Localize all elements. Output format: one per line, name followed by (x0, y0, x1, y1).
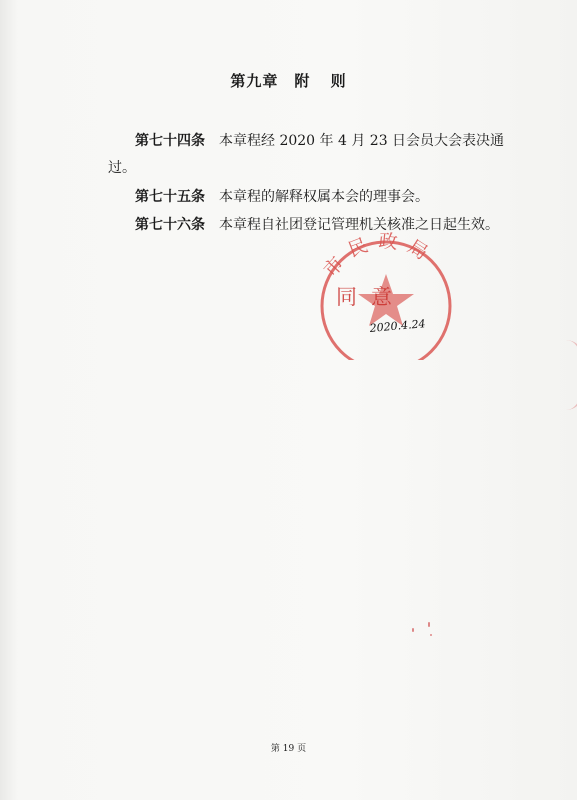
seal-approval-text: 同意 (336, 285, 406, 309)
article-74-label: 第七十四条 (135, 133, 205, 149)
article-75-label: 第七十五条 (135, 189, 205, 205)
article-75 (108, 184, 528, 211)
official-seal (304, 220, 474, 360)
edge-seal-fragment (566, 340, 577, 410)
page-number: 第 19 页 (270, 744, 307, 754)
article-76-label: 第七十六条 (135, 217, 205, 233)
article-74 (108, 128, 528, 182)
red-speck (430, 634, 432, 636)
handwritten-date: 2020.4.24 (369, 317, 427, 335)
article-74-text: 本章程经 2020 年 4 月 23 日会员大会表决通过。 (108, 133, 505, 176)
red-speck (428, 622, 430, 627)
seal-arc-text: 市民政局 (319, 229, 440, 282)
chapter-heading: 第九章 附 则 (230, 72, 347, 90)
article-76-text: 本章程自社团登记管理机关核准之日起生效。 (219, 217, 499, 233)
red-speck (412, 628, 414, 632)
article-75-text: 本章程的解释权属本会的理事会。 (219, 189, 429, 205)
